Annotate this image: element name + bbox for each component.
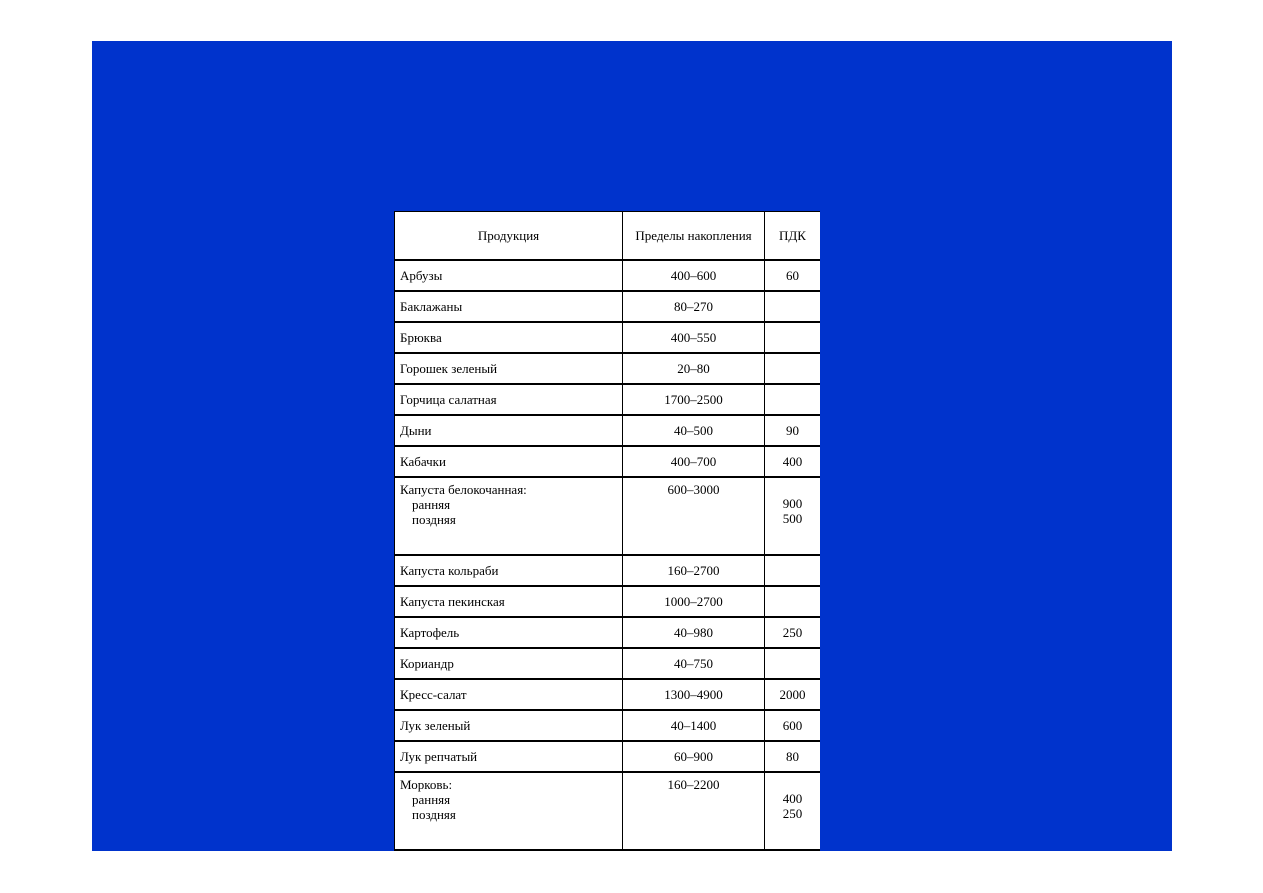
cell-product: Горчица салатная [395,384,623,415]
table-row [395,415,821,446]
header-pdk: ПДК [765,212,821,261]
table-row [395,477,821,555]
cell-product: Баклажаны [395,291,623,322]
product-subitem: поздняя [412,807,456,822]
cell-range: 40–1400 [623,710,765,741]
cell-pdk: 400 [765,446,821,477]
cell-product [395,772,623,850]
table-header-row [395,212,821,261]
table-row [395,260,821,291]
table-row [395,446,821,477]
table-row [395,586,821,617]
table-row [395,741,821,772]
cell-pdk [765,353,821,384]
cell-pdk [765,322,821,353]
cell-product: Лук зеленый [395,710,623,741]
cell-empty [395,850,623,851]
pdk-value: 900 [782,496,803,511]
cell-range: 60–900 [623,741,765,772]
header-range: Пределы накопления [623,212,765,261]
table-row [395,648,821,679]
table-row [395,679,821,710]
cell-pdk: 60 [765,260,821,291]
table-row [395,710,821,741]
cell-pdk: 2000 [765,679,821,710]
cell-product: Кресс-салат [395,679,623,710]
nitrate-table-container [394,211,820,851]
cell-empty [623,850,765,851]
cell-range: 1300–4900 [623,679,765,710]
product-name: Капуста белокочанная: [400,482,527,497]
table-row [395,353,821,384]
product-name: Морковь: [400,777,453,792]
cell-product: Кабачки [395,446,623,477]
table-row [395,384,821,415]
cell-range: 400–700 [623,446,765,477]
cell-product: Капуста кольраби [395,555,623,586]
cell-range: 1700–2500 [623,384,765,415]
pdk-value: 500 [782,511,803,526]
header-product: Продукция [395,212,623,261]
cell-range: 40–750 [623,648,765,679]
cell-range: 80–270 [623,291,765,322]
cell-product: Капуста пекинская [395,586,623,617]
product-subitem: ранняя [412,497,451,512]
cell-pdk [765,291,821,322]
cell-product: Картофель [395,617,623,648]
cell-range: 400–600 [623,260,765,291]
table-row [395,291,821,322]
cell-pdk [765,477,821,555]
cell-pdk: 80 [765,741,821,772]
table-row [395,322,821,353]
cell-empty [765,850,821,851]
cell-pdk: 600 [765,710,821,741]
cell-range: 600–3000 [623,477,765,555]
product-subitem: ранняя [412,792,451,807]
cell-product [395,477,623,555]
cell-product: Брюква [395,322,623,353]
table-row-cut-off [395,850,821,851]
cell-pdk [765,384,821,415]
cell-product: Дыни [395,415,623,446]
cell-range: 1000–2700 [623,586,765,617]
cell-product: Арбузы [395,260,623,291]
cell-pdk [765,772,821,850]
pdk-value: 400 [782,791,803,806]
cell-product: Кориандр [395,648,623,679]
cell-range: 40–500 [623,415,765,446]
cell-range: 160–2200 [623,772,765,850]
cell-product: Горошек зеленый [395,353,623,384]
pdk-value: 250 [782,806,803,821]
nitrate-table [394,211,820,851]
cell-range: 160–2700 [623,555,765,586]
cell-product: Лук репчатый [395,741,623,772]
cell-pdk: 90 [765,415,821,446]
cell-range: 20–80 [623,353,765,384]
cell-pdk [765,648,821,679]
table-row [395,617,821,648]
cell-range: 40–980 [623,617,765,648]
slide-background [92,41,1172,851]
product-subitem: поздняя [412,512,456,527]
cell-range: 400–550 [623,322,765,353]
table-row [395,772,821,850]
cell-pdk [765,555,821,586]
cell-pdk [765,586,821,617]
table-row [395,555,821,586]
cell-pdk: 250 [765,617,821,648]
